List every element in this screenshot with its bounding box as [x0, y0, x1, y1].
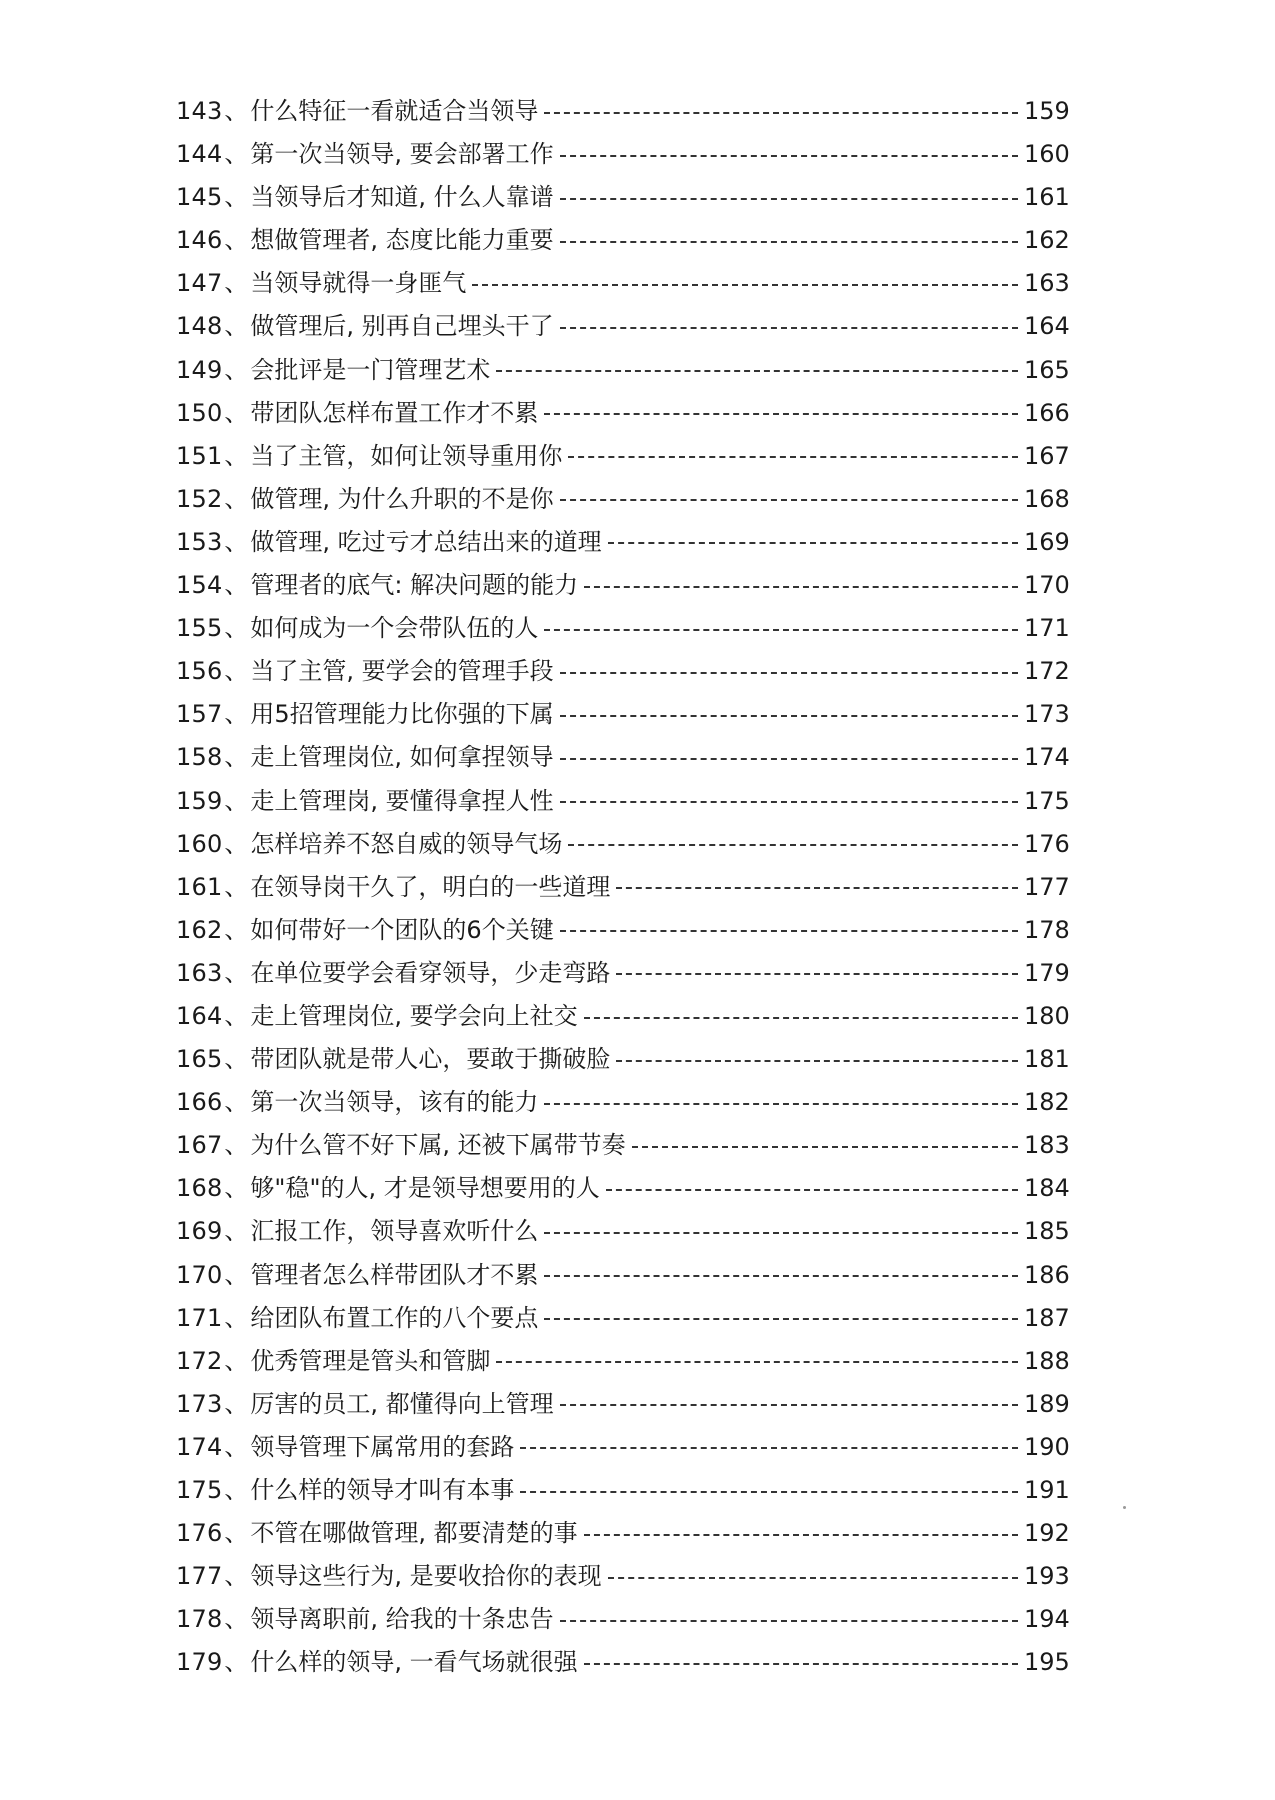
entry-separator: 、 [224, 571, 249, 600]
entry-title: 领导管理下属常用的套路 [250, 1432, 515, 1461]
dotted-leader [496, 370, 1018, 372]
toc-entry[interactable] [176, 90, 1068, 133]
entry-number: 166 [176, 1088, 223, 1117]
dotted-leader [616, 887, 1018, 889]
entry-title: 当领导就得一身匪气 [250, 269, 467, 298]
entry-separator: 、 [224, 1476, 249, 1504]
entry-page-number: 180 [1024, 1001, 1070, 1030]
scan-speck [1123, 1506, 1126, 1509]
entry-number: 163 [176, 958, 223, 987]
dotted-leader [544, 1232, 1018, 1234]
entry-title: 做管理后, 别再自己埋头干了 [250, 312, 554, 341]
entry-title: 在领导岗干久了，明白的一些道理 [250, 872, 611, 901]
entry-separator: 、 [224, 1303, 249, 1332]
entry-separator: 、 [224, 183, 249, 212]
entry-number: 150 [176, 398, 223, 427]
entry-page-number: 171 [1024, 614, 1070, 643]
entry-page-number: 191 [1024, 1476, 1070, 1504]
entry-number: 175 [176, 1476, 223, 1504]
toc-entry[interactable] [176, 133, 1068, 176]
toc-entry[interactable] [176, 607, 1068, 650]
toc-entry[interactable] [176, 305, 1068, 348]
entry-separator: 、 [224, 1562, 249, 1591]
dotted-leader [560, 499, 1018, 501]
toc-entry[interactable] [176, 1469, 1068, 1512]
dotted-leader [560, 1620, 1018, 1622]
entry-page-number: 188 [1024, 1346, 1070, 1375]
entry-separator: 、 [224, 1605, 249, 1634]
dotted-leader [568, 456, 1018, 458]
dotted-leader [544, 413, 1018, 415]
table-of-contents [176, 90, 1068, 1684]
dotted-leader [584, 586, 1018, 588]
entry-number: 145 [176, 183, 223, 212]
toc-entry[interactable] [176, 262, 1068, 305]
entry-page-number: 187 [1024, 1303, 1070, 1332]
entry-number: 153 [176, 527, 223, 556]
entry-separator: 、 [224, 484, 249, 513]
entry-number: 144 [176, 140, 223, 169]
entry-page-number: 161 [1024, 183, 1070, 212]
dotted-leader [560, 327, 1018, 329]
entry-page-number: 163 [1024, 269, 1070, 298]
entry-number: 148 [176, 312, 223, 341]
entry-page-number: 167 [1024, 441, 1070, 470]
entry-separator: 、 [224, 1217, 249, 1246]
dotted-leader [544, 1275, 1018, 1277]
entry-page-number: 168 [1024, 484, 1070, 513]
entry-title: 第一次当领导，该有的能力 [250, 1088, 539, 1117]
entry-number: 179 [176, 1648, 223, 1677]
dotted-leader [560, 801, 1018, 803]
entry-page-number: 194 [1024, 1605, 1070, 1634]
entry-title: 做管理, 为什么升职的不是你 [250, 484, 554, 513]
entry-title: 用5招管理能力比你强的下属 [250, 700, 554, 729]
entry-title: 管理者的底气: 解决问题的能力 [250, 571, 579, 600]
toc-entry[interactable] [176, 435, 1068, 478]
entry-title: 当了主管, 要学会的管理手段 [250, 657, 554, 686]
entry-title: 走上管理岗, 要懂得拿捏人性 [250, 786, 554, 815]
dotted-leader [608, 1577, 1018, 1579]
entry-separator: 、 [224, 743, 249, 772]
entry-page-number: 195 [1024, 1648, 1070, 1677]
entry-page-number: 169 [1024, 527, 1070, 556]
entry-separator: 、 [224, 958, 249, 987]
dotted-leader [560, 198, 1018, 200]
dotted-leader [616, 973, 1018, 975]
entry-number: 158 [176, 743, 223, 772]
dotted-leader [560, 241, 1018, 243]
entry-page-number: 192 [1024, 1519, 1070, 1548]
entry-number: 161 [176, 872, 223, 901]
toc-entry[interactable] [176, 866, 1068, 909]
dotted-leader [544, 1103, 1018, 1105]
entry-page-number: 178 [1024, 915, 1070, 944]
entry-page-number: 181 [1024, 1045, 1070, 1074]
toc-entry[interactable] [176, 1038, 1068, 1081]
dotted-leader [496, 1361, 1018, 1363]
toc-entry[interactable] [176, 1081, 1068, 1124]
entry-number: 178 [176, 1605, 223, 1634]
entry-page-number: 166 [1024, 398, 1070, 427]
entry-page-number: 175 [1024, 786, 1070, 815]
toc-entry[interactable] [176, 1167, 1068, 1210]
toc-entry[interactable] [176, 176, 1068, 219]
entry-page-number: 172 [1024, 657, 1070, 686]
dotted-leader [584, 1534, 1018, 1536]
toc-entry[interactable] [176, 780, 1068, 823]
entry-title: 在单位要学会看穿领导，少走弯路 [250, 958, 611, 987]
toc-entry[interactable] [176, 349, 1068, 392]
entry-page-number: 165 [1024, 355, 1070, 384]
dotted-leader [520, 1447, 1018, 1449]
toc-entry[interactable] [176, 392, 1068, 435]
entry-page-number: 183 [1024, 1131, 1070, 1160]
entry-separator: 、 [224, 657, 249, 686]
entry-number: 167 [176, 1131, 223, 1160]
entry-title: 汇报工作，领导喜欢听什么 [250, 1217, 539, 1246]
entry-number: 151 [176, 441, 223, 470]
entry-separator: 、 [224, 312, 249, 341]
dotted-leader [560, 1404, 1018, 1406]
entry-title: 什么特征一看就适合当领导 [250, 97, 539, 125]
entry-title: 领导离职前, 给我的十条忠告 [250, 1605, 554, 1634]
entry-title: 厉害的员工, 都懂得向上管理 [250, 1389, 554, 1418]
entry-page-number: 182 [1024, 1088, 1070, 1117]
entry-page-number: 160 [1024, 140, 1070, 169]
entry-title: 为什么管不好下属, 还被下属带节奏 [250, 1131, 626, 1160]
entry-separator: 、 [224, 1088, 249, 1117]
entry-separator: 、 [224, 872, 249, 901]
toc-entry[interactable] [176, 1340, 1068, 1383]
dotted-leader [568, 844, 1018, 846]
entry-title: 当领导后才知道, 什么人靠谱 [250, 183, 554, 212]
entry-separator: 、 [224, 1174, 249, 1203]
entry-number: 156 [176, 657, 223, 686]
entry-title: 会批评是一门管理艺术 [250, 355, 491, 384]
entry-number: 168 [176, 1174, 223, 1203]
entry-page-number: 176 [1024, 829, 1070, 858]
entry-number: 146 [176, 226, 223, 255]
toc-entry[interactable] [176, 564, 1068, 607]
entry-page-number: 170 [1024, 571, 1070, 600]
entry-title: 带团队就是带人心，要敢于撕破脸 [250, 1045, 611, 1074]
entry-number: 143 [176, 97, 223, 125]
entry-title: 当了主管，如何让领导重用你 [250, 441, 563, 470]
toc-entry[interactable] [176, 219, 1068, 262]
entry-separator: 、 [224, 527, 249, 556]
dotted-leader [608, 542, 1018, 544]
entry-separator: 、 [224, 441, 249, 470]
entry-page-number: 159 [1024, 97, 1070, 125]
entry-title: 给团队布置工作的八个要点 [250, 1303, 539, 1332]
dotted-leader [520, 1491, 1018, 1493]
dotted-leader [560, 155, 1018, 157]
entry-separator: 、 [224, 355, 249, 384]
entry-separator: 、 [224, 1045, 249, 1074]
dotted-leader [616, 1060, 1018, 1062]
dotted-leader [472, 284, 1018, 286]
entry-number: 152 [176, 484, 223, 513]
entry-separator: 、 [224, 700, 249, 729]
dotted-leader [544, 629, 1018, 631]
entry-separator: 、 [224, 786, 249, 815]
dotted-leader [606, 1189, 1018, 1191]
entry-title: 如何成为一个会带队伍的人 [250, 614, 539, 643]
dotted-leader [544, 1318, 1018, 1320]
entry-number: 159 [176, 786, 223, 815]
entry-number: 162 [176, 915, 223, 944]
dotted-leader [560, 930, 1018, 932]
toc-entry[interactable] [176, 1254, 1068, 1297]
dotted-leader [632, 1146, 1018, 1148]
entry-title: 领导这些行为, 是要收拾你的表现 [250, 1562, 602, 1591]
entry-number: 164 [176, 1001, 223, 1030]
toc-entry[interactable] [176, 693, 1068, 736]
entry-title: 什么样的领导才叫有本事 [250, 1476, 515, 1504]
entry-title: 第一次当领导, 要会部署工作 [250, 140, 554, 169]
toc-entry[interactable] [176, 650, 1068, 693]
entry-page-number: 162 [1024, 226, 1070, 255]
entry-number: 169 [176, 1217, 223, 1246]
toc-entry[interactable] [176, 1641, 1068, 1684]
entry-page-number: 174 [1024, 743, 1070, 772]
entry-separator: 、 [224, 1432, 249, 1461]
entry-separator: 、 [224, 269, 249, 298]
toc-entry[interactable] [176, 1383, 1068, 1426]
entry-separator: 、 [224, 829, 249, 858]
entry-title: 如何带好一个团队的6个关键 [250, 915, 554, 944]
toc-entry[interactable] [176, 823, 1068, 866]
entry-separator: 、 [224, 614, 249, 643]
entry-page-number: 185 [1024, 1217, 1070, 1246]
entry-number: 147 [176, 269, 223, 298]
entry-separator: 、 [224, 140, 249, 169]
entry-separator: 、 [224, 97, 249, 125]
toc-entry[interactable] [176, 909, 1068, 952]
entry-separator: 、 [224, 1260, 249, 1289]
entry-number: 154 [176, 571, 223, 600]
dotted-leader [560, 715, 1018, 717]
entry-number: 165 [176, 1045, 223, 1074]
entry-separator: 、 [224, 1648, 249, 1677]
entry-number: 157 [176, 700, 223, 729]
dotted-leader [560, 758, 1018, 760]
entry-separator: 、 [224, 1001, 249, 1030]
entry-number: 155 [176, 614, 223, 643]
entry-separator: 、 [224, 1131, 249, 1160]
entry-number: 172 [176, 1346, 223, 1375]
toc-entry[interactable] [176, 1598, 1068, 1641]
entry-number: 149 [176, 355, 223, 384]
entry-page-number: 164 [1024, 312, 1070, 341]
dotted-leader [584, 1663, 1018, 1665]
entry-page-number: 177 [1024, 872, 1070, 901]
entry-title: 走上管理岗位, 如何拿捏领导 [250, 743, 554, 772]
toc-entry[interactable] [176, 1297, 1068, 1340]
entry-number: 171 [176, 1303, 223, 1332]
entry-page-number: 173 [1024, 700, 1070, 729]
toc-entry[interactable] [176, 1124, 1068, 1167]
entry-title: 想做管理者, 态度比能力重要 [250, 226, 554, 255]
entry-title: 什么样的领导, 一看气场就很强 [250, 1648, 578, 1677]
entry-number: 170 [176, 1260, 223, 1289]
entry-separator: 、 [224, 1346, 249, 1375]
entry-separator: 、 [224, 398, 249, 427]
entry-number: 174 [176, 1432, 223, 1461]
dotted-leader [560, 672, 1018, 674]
entry-title: 优秀管理是管头和管脚 [250, 1346, 491, 1375]
toc-entry[interactable] [176, 521, 1068, 564]
entry-title: 做管理, 吃过亏才总结出来的道理 [250, 527, 602, 556]
entry-separator: 、 [224, 1519, 249, 1548]
entry-page-number: 193 [1024, 1562, 1070, 1591]
toc-entry[interactable] [176, 736, 1068, 779]
entry-page-number: 189 [1024, 1389, 1070, 1418]
entry-page-number: 190 [1024, 1432, 1070, 1461]
entry-title: 够"稳"的人, 才是领导想要用的人 [250, 1174, 600, 1203]
toc-entry[interactable] [176, 478, 1068, 521]
toc-entry[interactable] [176, 1512, 1068, 1555]
toc-entry[interactable] [176, 1426, 1068, 1469]
entry-title: 怎样培养不怒自威的领导气场 [250, 829, 563, 858]
entry-separator: 、 [224, 226, 249, 255]
entry-number: 177 [176, 1562, 223, 1591]
dotted-leader [584, 1017, 1018, 1019]
toc-entry[interactable] [176, 1210, 1068, 1253]
dotted-leader [544, 112, 1018, 114]
entry-title: 管理者怎么样带团队才不累 [250, 1260, 539, 1289]
entry-number: 160 [176, 829, 223, 858]
entry-number: 176 [176, 1519, 223, 1548]
entry-separator: 、 [224, 915, 249, 944]
entry-title: 走上管理岗位, 要学会向上社交 [250, 1001, 578, 1030]
entry-title: 不管在哪做管理, 都要清楚的事 [250, 1519, 578, 1548]
entry-page-number: 179 [1024, 958, 1070, 987]
toc-entry[interactable] [176, 1555, 1068, 1598]
entry-separator: 、 [224, 1389, 249, 1418]
entry-page-number: 186 [1024, 1260, 1070, 1289]
entry-page-number: 184 [1024, 1174, 1070, 1203]
entry-number: 173 [176, 1389, 223, 1418]
toc-entry[interactable] [176, 952, 1068, 995]
toc-entry[interactable] [176, 995, 1068, 1038]
entry-title: 带团队怎样布置工作才不累 [250, 398, 539, 427]
